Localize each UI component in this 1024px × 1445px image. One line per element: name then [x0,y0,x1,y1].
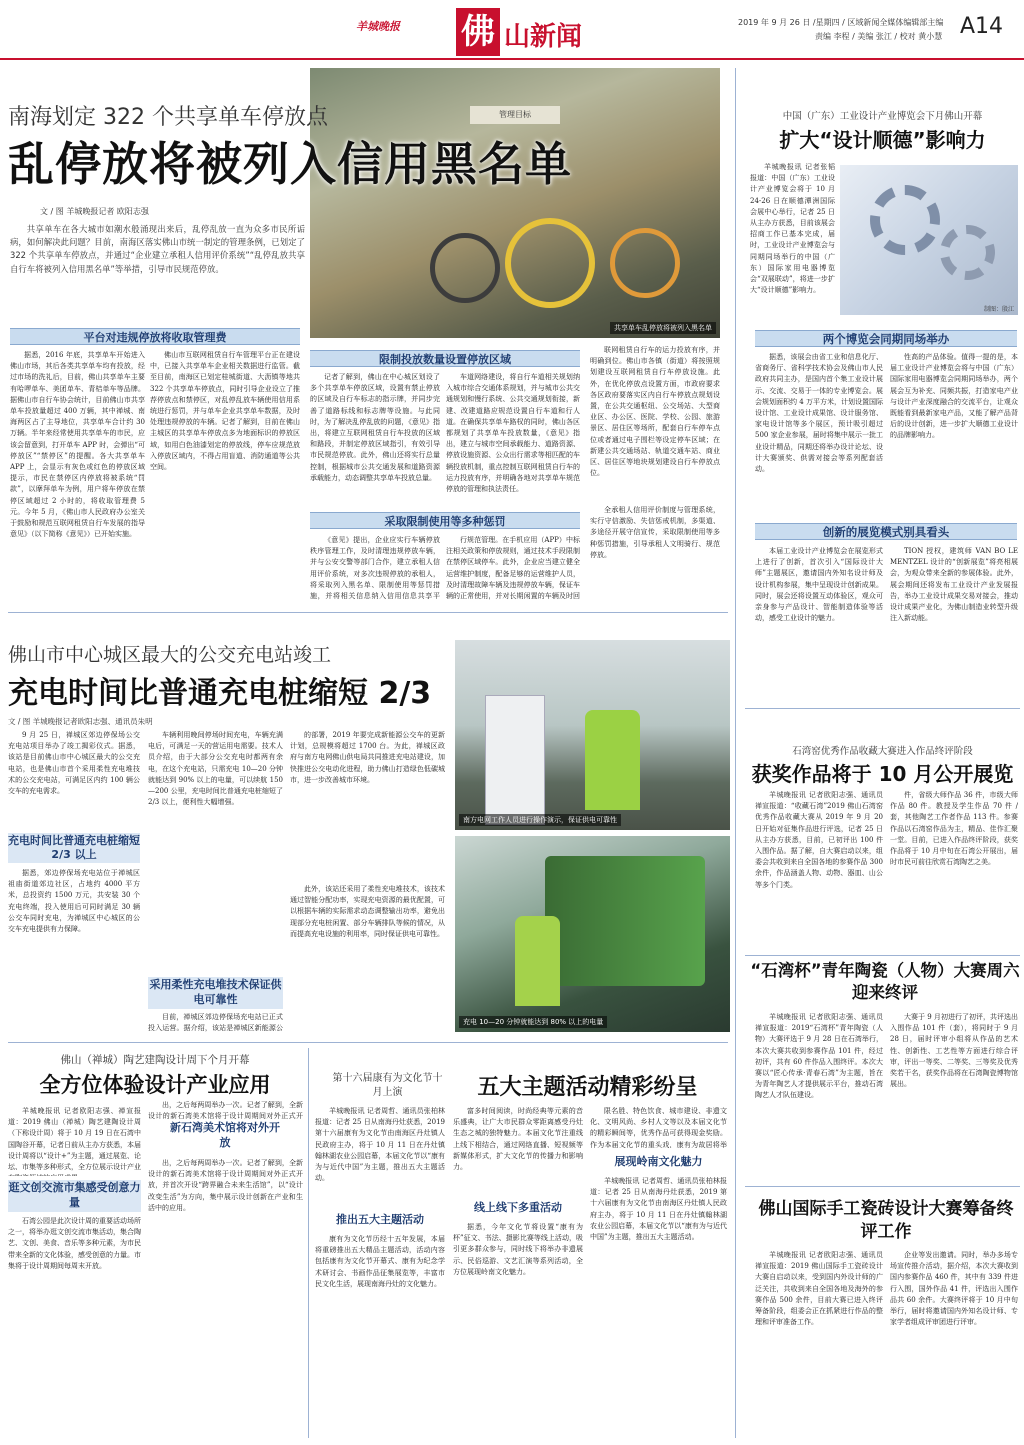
festival-col: 限名胜、特色饮食、城市建设、非遗文化、文明风尚、乡村人文等以及本届文化节的精彩瞬间等，优秀作品可获得现金奖励。作为本届文化节的重头戏，康有为故居将举 [590,1107,727,1148]
masthead-rule [0,58,1024,60]
ceramic-col: 羊城晚报讯 记者欧阳志强、通讯员禅宣报道：“收藏石湾”2019 佛山石湾窑优秀作品收藏大赛从 2019 年 9 月 20 日开始对征集作品进行评选，记者 25 日从主办方获悉，目前，已初评出 100 件入围作品。据了解，自大赛启动以来，组委会共收到来自全国各地的参赛作品 300 余件，作品涵盖人物、动物、器皿、山公等多个门类。 [755,791,883,889]
story-rule [745,955,1020,956]
festival-col: 据悉，今年文化节将设置“康有为杯”征文、书法、摄影比赛等线上活动，吸引更多群众参与，同时线下将举办非遗展示、民俗巡游、文艺汇演等系列活动，全方位展现岭南文化魅力。 [453,1223,583,1276]
worker [585,710,640,810]
exhibit-col: 出，之后每两周举办一次。记者了解到，全新设计的新石湾美术馆将于设计周期间对外正式开放，并首次开设“跨界融合未来生活馆”，以“设计改变生活”为方向，集中展示设计创新在产业和生活中的应用。 [148,1159,303,1212]
ceramic-col: 大赛于 9 月初进行了初评，共评选出入围作品 101 件（套），将同时于 9 月 28 日，届时评审小组将从作品的艺术性、创新性、工艺性等方面进行综合评审，评出一等奖、二等奖、三等奖及优秀奖若干名，获奖作品将在石湾陶瓷博物馆展出。 [890,1013,1018,1089]
graphic-credit: 制图：殷江 [983,306,1014,313]
lead-kicker: 南海划定 322 个共享单车停放点 [8,105,328,130]
festival-col: 康有为文化节历经十五年发展，本届将重磅推出五大精品主题活动，活动内容包括康有为文化节开幕式、康有为纪念学术研讨会、书画作品征集展览等，丰富市民文化生活，展现南海丹灶的文化魅力。 [315,1235,445,1288]
lead-col: 车道网络建设，将自行车道相关规划纳入城市综合交通体系规划，并与城市公共交通规划和慢行系统、公共交通规划衔接，新建、改建道路应规范设置自行车道和行人道。在确保共享单车路权的同时，佛山各区都规划了共享单车投放数量，《意见》指出，建立与城市空间承载能力、道路资源、停放设施资源、公众出行需求等相匹配的车辆投放机制，重点控制互联网租赁自行车的运力投放有序，并明确各地对共享单车规范停放的管理和执法责任。 [446,373,580,494]
design-col: 本届工业设计产业博览会在展览形式上进行了创新，首次引入“国际设计大师”主题展区，邀请国内外知名设计师及设计机构参展，集中呈现设计创新成果。同时，展会还将设置互动体验区，观众可亲身参与产品设计、智能制造体验等活动，感受工业设计的魅力。 [755,547,883,623]
subhead: 限制投放数量设置停放区域 [310,350,580,367]
charging-col: 此外，该站还采用了柔性充电堆技术，该技术通过智能分配功率，实现充电资源的最优配置，可以根据车辆的实际需求动态调整输出功率，避免出现部分充电桩闲置、部分车辆排队等候的情况，从而提高充电设施的利用率，同时保证供电可靠性。 [290,885,445,938]
subhead: 推出五大主题活动 [336,1213,424,1226]
subhead: 充电时间比普通充电桩缩短 2/3 以上 [8,834,140,861]
charging-photo-1 [455,640,730,830]
lead-col: 全承租人信用评价制度与管理系统，实行守信激励、失信惩戒机制，多渠道、多途径开展守信宣传，采取限制使用等多种惩罚措施，引导承租人文明骑行、规范停放。 [590,506,720,559]
story-rule [8,1042,728,1043]
subhead: 新石湾美术馆将对外开放 [170,1121,280,1149]
subhead: 平台对违规停放将收取管理费 [10,328,300,345]
festival-kicker: 第十六届康有为文化节十月上演 [332,1073,443,1098]
editor-line: 责编 李程 / 美编 张江 / 校对 黄小慧 [815,32,943,41]
charging-col: 据悉，郊边停保场充电站位于禅城区祖庙街道郊边社区，占地约 4000 平方米，总投资约 1500 万元，共安装 30 个充电终端，投入使用后可同时满足 30 辆公交车同时充电，为禅城区中心城区的公交车充电提供有力保障。 [8,869,140,934]
page-number: A14 [960,14,1004,39]
subhead: 采用柔性充电堆技术保证供电可靠性 [148,977,283,1009]
design-lead: 羊城晚报讯 记者张韬报道：中国（广东）工业设计产业博览会将于 10 月 24-26 日在顺德潭洲国际会展中心举行，记者 25 日从主办方获悉，目前该展会招商工作已基本完成，届时，工业设计产业博览会与同期同场举行的中国（广东）国际家用电器博览会“双展联动”，将进一步扩大“设计顺德”影响力。 [750,163,835,295]
lead-byline: 文 / 图 羊城晚报记者 欧阳志强 [40,207,149,216]
column-rule [308,1048,309,1438]
story-rule [745,1186,1020,1187]
design-col: TION 授权，建筑师 VAN BO LE MENTZEL 设计的“创新展览”将亮相展会，为观众带来全新的参展体验。此外，展会期间还将发布工业设计产业发展报告，举办工业设计成果交易对接会，推动设计成果产业化，为佛山制造业转型升级注入新动能。 [890,547,1018,623]
photo-caption: 共享单车乱停放将被列入黑名单 [610,322,716,334]
section-title: 山新闻 [504,22,583,52]
gear-icon [870,185,940,255]
lead-col: 行规范管理。在手机应用（APP）中标注相关政策和停放规则，通过技术手段限制在禁停区域停车。此外，企业应当建立健全运营维护制度，配备足够的运营维护人员，及时清理故障车辆及违规停放车辆，保证车辆的正常使用，并对长期闲置的车辆及时回 [446,536,580,601]
charging-col: 9 月 25 日，禅城区郊边停保场公交充电站项目举办了竣工揭彩仪式。据悉，该站是目前佛山市中心城区最大的公交充电站，也是佛山市首个采用柔性充电堆技术的公交充电站，可满足区内约 100 辆公交车的充电需求。 [8,731,140,796]
ceramic-kicker: 石湾窑优秀作品收藏大赛进入作品终评阶段 [792,746,973,757]
subhead: 创新的展览模式别具看头 [755,523,1017,540]
handcraft-col: 企业等发出邀请。同时，举办多场专场宣传推介活动，据介绍，本次大赛收到国内参赛作品 460 件，其中有 339 件进行入围，国外作品 41 件，评选出入围作品共 60 余件。大赛终评将于 10 月中旬举行，届时将邀请国内外知名设计师、专家学者组成评审团进行评审。 [890,1251,1018,1327]
masthead [0,0,1024,62]
section-mark: 佛 [456,8,500,56]
story-rule [8,612,728,613]
photo-caption: 充电 10—20 分钟就能达到 80% 以上的电量 [459,1016,607,1028]
festival-headline: 五大主题活动精彩纷呈 [477,1075,698,1100]
lead-col: 记者了解到，佛山在中心城区划设了多个共享单车停放区域，设置有禁止停放的区域及自行车标志的指示牌，并同步完善了道路标线和标志牌等设施。与此同时，为了解决乱停乱放的问题，《意见》指出，将建立互联网租赁自行车投放的区域和路段，并制定停放区域指引，有效引导市民规范停放。此外，佛山还将实行总量控制，根据城市公共交通发展和道路资源承载能力，动态调整共享单车投放总量。 [310,373,440,482]
handcraft-headline: 佛山国际手工瓷砖设计大赛筹备终评工作 [758,1199,1014,1242]
lead-intro: 共享单车在各大城市如潮水般涌现出来后，乱停乱放一直为众多市民所诟病，如何解决此问题？目前，南海区落实佛山市统一制定的管理条例，已划定了 322 个共享单车停放点，并通过“企业建立承租人信用评价系统”“乱停乱放共享自行车将被列入信用黑名单”等举措，引导市民规范停放。 [10,224,305,274]
bike-wheel [505,218,595,308]
charging-photo-2 [455,836,730,1032]
photo-caption: 南方电网工作人员进行操作演示，保证供电可靠性 [459,814,621,826]
design-kicker: 中国（广东）工业设计产业博览会下月佛山开幕 [782,111,983,122]
charging-byline: 文 / 图 羊城晚报记者欧阳志强、通讯员朱明 [8,717,153,726]
lead-col: 《意见》提出，企业应实行车辆停放秩序管理工作，及时清理违规停放车辆，并与公安交警等部门合作，建立承租人信用评价系统，对多次违规停放的承租人，将采取列入黑名单、限制使用等惩罚措施，并将相关信息纳入信用信息共享平 [310,536,440,601]
subhead: 采取限制使用等多种惩罚 [310,512,580,529]
story-rule [745,708,1020,709]
bike-wheel [430,233,500,303]
gear-icon [940,225,995,280]
date-line: 2019 年 9 月 26 日 /星期四 / 区域新闻全媒体编辑部主编 [738,18,944,27]
lead-headline: 乱停放将被列入信用黑名单 [8,137,572,191]
subhead: 展现岭南文化魅力 [614,1155,703,1168]
festival-col: 羊城晚报讯 记者周哲、通讯员张柏林报道：记者 25 日从南海丹灶获悉，2019 第十六届康有为文化节由南海区丹灶镇人民政府主办，将于 10 月 11 日在丹灶镇翰林湖农业公园启幕，本届文化节以“康有为与近代中国”为主题，推出五大主题活动。 [590,1177,727,1242]
design-graphic [840,165,1018,315]
design-col: 据悉，该展会由省工业和信息化厅、省商务厅、省科学技术协会及佛山市人民政府共同主办，是国内首个集工业设计展示、交流、交易于一体的专业博览会。展会规划面积约 4 万平方米，计划设置国际设计馆、工业设计成果馆、设计服务馆、家电设计馆等多个展区，预计吸引超过 500 家企业参展，届时将集中展示一批工业设计精品，同期还将举办设计论坛、设计大赛颁奖、供需对接会等系列配套活动。 [755,353,883,474]
handcraft-col: 羊城晚报讯 记者欧阳志强、通讯员禅宣报道：2019 佛山国际手工瓷砖设计大赛自启动以来，受到国内外设计师的广泛关注，共收到来自全国各地及海外的参赛作品 500 余件，目前大赛已进入终评筹备阶段，组委会正在抓紧进行作品的整理和评审准备工作。 [755,1251,883,1327]
exhibit-col: 石湾公园是此次设计周的重要活动场所之一，将举办逛文创交流市集活动，集合陶艺、文创、美食、音乐等多种元素，为市民带来全新的文化体验，感受创意的力量。市集将于设计周期间每周末开放。 [8,1217,141,1270]
bus [545,856,705,986]
exhibit-col: 羊城晚报讯 记者欧阳志强、禅宣报道：2019 佛山（禅城）陶艺建陶设计周（下称设计周）将于 10 月 19 日在石湾中国陶谷开幕，记者日前从主办方获悉，本届设计周将以“设计+”为主题，通过展览、论坛、市集等多种形式，全方位展示设计产业 [8,1107,141,1172]
festival-col: 羊城晚报讯 记者周哲、通讯员张柏林报道：记者 25 日从南海丹灶获悉，2019 第十六届康有为文化节由南海区丹灶镇人民政府主办，将于 10 月 11 日在丹灶镇翰林湖农业公园启幕，本届文化节以“康有为与近代中国”为主题，推出五大主题活动。 [315,1107,445,1183]
paper-logo: 羊城晚报 [356,20,400,33]
ceramic-headline-2: “石湾杯”青年陶瓷（人物）大赛周六迎来终评 [750,961,1020,1002]
festival-col: 富多时间阅读，时尚经典等元素的音乐盛典，让广大市民群众零距离感受丹灶生态之城的独特魅力。本届文化节注重线上线下相结合，通过网络直播、短视频等新媒体形式，扩大文化节的传播力和影响力。 [453,1107,583,1172]
charging-col: 的部署，2019 年要完成新能源公交车的更新计划，总规模将超过 1700 台。为此，禅城区政府与南方电网佛山供电局共同推进充电站建设，加快推进公交电动化进程，助力佛山打造绿色低碳城市，进一步改善城市环境。 [290,731,445,784]
bike-wheel [610,228,680,298]
subhead: 两个博览会同期同场举办 [755,330,1017,347]
bike-photo [310,68,720,338]
charging-col: 车辆利用晚间停场时间充电，车辆充满电后，可满足一天的营运用电需要。技术人员介绍，由于大部分公交充电时都两有余电，在这个充电站，只需充电 10—20 分钟就能达到 90% 以上的电量，可以续航 150—200 公里，充电时间比普通充电桩缩短了 2/3 以上，便利性大幅增强。 [148,731,283,807]
ceramic-col: 件，省级大师作品 36 件，市级大师作品 80 件。教授及学生作品 70 件 / 套，其他陶艺工作者作品 113 件。参赛作品以石湾窑作品为主，精品、佳作汇聚一堂。目前，已进入作品终评阶段，获奖作品将于 10 月中旬在石湾公开展出，届时市民可前往欣赏石湾陶艺之美。 [890,791,1018,867]
charging-col: 目前，禅城区郊边停保场充电站已正式投入运营。据介绍，该站是禅城区新能源公 [148,1013,283,1033]
design-col: 性高的产品体验。值得一提的是，本届工业设计产业博览会将与中国（广东）国际家用电器博览会同期同场举办，两个展会互为补充、同频共振，打造家电产业与设计产业深度融合的交流平台，让观众既能看到最新家电产品，又能了解产品背后的设计创新，进一步扩大顺德工业设计的品牌影响力。 [890,353,1018,440]
photo-sign: 管理目标 [470,106,560,124]
charging-headline: 充电时间比普通充电桩缩短 2/3 [8,676,432,711]
worker [515,916,560,1006]
design-headline: 扩大“设计顺德”影响力 [779,128,986,152]
subhead: 线上线下多重活动 [474,1201,562,1214]
column-rule [735,68,736,1438]
ceramic-headline: 获奖作品将于 10 月公开展览 [751,762,1014,786]
ceramic-col: 羊城晚报讯 记者欧阳志强、通讯员禅宣报道：2019“石湾杯”青年陶瓷（人物）大赛评选于 9 月 28 日在石湾举行，本次大赛共收到参赛作品 101 件，经过初评，共有 60 件作品入围终评。本次大赛以“匠心传承·青春石湾”为主题，旨在为青年陶艺人才提供展示平台，推动石湾陶艺人才队伍建设。 [755,1013,883,1100]
charging-kicker: 佛山市中心城区最大的公交充电站竣工 [8,644,332,666]
exhibit-headline: 全方位体验设计产业应用 [39,1073,271,1097]
lead-col: 联网租赁自行车的运力投放有序，并明确到位。佛山市各镇（街道）将按照规划建设互联网租赁自行车停放设施。此外，在优化停放点设置方面，市政府要求各区政府要落实区内自行车停放点规划设置，在公共交通枢纽、公交场站、大型商业区、办公区、医院、学校、公园、旅游景区、居住区等场所，配套自行车停车点位或者通过电子围栏等设定停车区域；在新建公共交通场站、轨道交通车站、商业区、居住区等地块规划建设自行车停放点位。 [590,346,720,478]
lead-col: 据悉，2016 年底，共享单车开始进入佛山市场，其后各类共享单车均有投放，经过市场的洗礼后，目前，佛山共享单车主要有哈啰单车、美团单车、青桔单车等品牌。据佛山市自行车协会统计，目前佛山市共享单车投放量超过 400 万辆，其中禅城、南海两区占了主导地位，共享单车合计约 30 万辆。半年来经常使用共享单车的市民，应该会留意到，打开单车 APP 时，会弹出“可停放区”“禁停区”的提醒。各大共享单车 APP 上，会显示有灰色或红色的停放区域提示，市民在禁停区内停放将被系统“罚款”，以摩拜单车为例，用户将车停放在禁停区域超过 2 小时的，将收取管理费 5 元。今年 5 月，《佛山市人民政府办公室关于鼓励和规范互联网租赁自行车发展的指导意见》（以下简称《意见》）已开始实施。 [10,351,145,539]
subhead: 逛文创交流市集感受创意力量 [8,1180,141,1212]
exhibit-kicker: 佛山（禅城）陶艺建陶设计周下个月开幕 [60,1054,250,1066]
exhibit-col-top: 出，之后每两周举办一次。记者了解到，全新设计的新石湾美术馆将于设计周期间对外正式开 [148,1101,303,1120]
charger-cabinet [485,695,545,825]
lead-col: 佛山市互联网租赁自行车管理平台正在建设中，已接入共享单车企业相关数据进行监管。截至目前，南海区已划定桂城街道、大沥镇等地共 322 个共享单车停放点，同时引导企业设立了推荐停放点和禁停区，对乱停乱放车辆使用信用系统进行惩罚，并与单车企业共享单车数据，及时处理违规停放的车辆。记者了解到，目前在佛山主城区的共享单车停放点多为地面标识的停放区域，如用白色油漆划定的停放线，停车应规范放入停放区域内，不得占用盲道、消防通道等公共空间。 [150,351,300,472]
